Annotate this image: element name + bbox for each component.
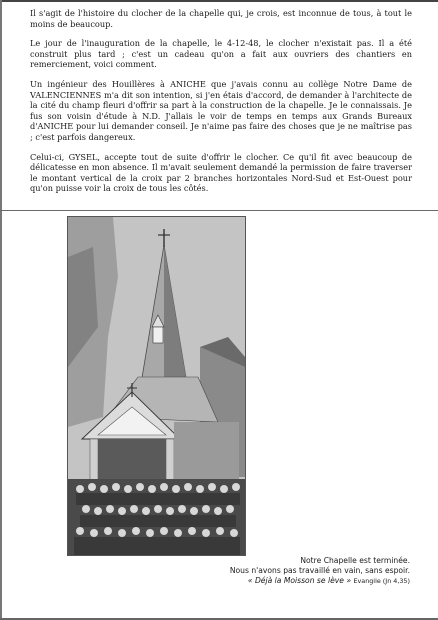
paragraph-2: Le jour de l'inauguration de la chapelle, le 4-12-48, le clocher n'existait pas. Il a été construit plus tard ; c'est un cadeau qu'on a fait aux ouvriers des chantiers en remerciement, voici comment. bbox=[30, 38, 412, 70]
paragraph-1: Il s'agit de l'histoire du clocher de la chapelle qui, je crois, est inconnue de tous, à tout le moins de beaucoup. bbox=[30, 8, 412, 29]
paragraph-4: Celui-ci, GYSEL, accepte tout de suite d'offrir le clocher. Ce qu'il fit avec beaucoup de délicatesse en mon absence. Il m'avait seulement demandé la permission de faire traverser le montant vertical de la croix par 2 branches horizontales Nord-Sud et Est-Ouest pour qu'on puisse voir la croix de tous les côtés. bbox=[30, 151, 412, 194]
page-edge-left bbox=[0, 0, 2, 620]
chapel-photo bbox=[67, 216, 246, 556]
caption-line-3 bbox=[170, 576, 410, 586]
photo-caption bbox=[170, 556, 410, 586]
paragraph-3: Un ingénieur des Houillères à ANICHE que j'avais connu au collège Notre Dame de VALENCIENNES m'a dit son intention, si j'en étais d'accord, de demander à l'architecte de la cité du champ fleuri d'offrir sa part à la construction de la chapelle. Je le connaissais. Je fus son voisin d'étude à N.D. J'allais le voir de temps en temps aux Grands Bureaux d'ANICHE pour lui demander conseil. Je n'aime pas faire des choses que je ne maîtrise pas ; c'est parfois dangereux. bbox=[30, 78, 412, 142]
caption-line-1: Notre Chapelle est terminée. bbox=[300, 556, 410, 565]
section-divider bbox=[0, 210, 438, 211]
page-edge-top bbox=[0, 0, 438, 2]
chapel-illustration bbox=[68, 217, 245, 555]
body-text bbox=[30, 8, 412, 203]
caption-line-2: Nous n'avons pas travaillé en vain, sans espoir. bbox=[229, 566, 410, 575]
caption-quote: « Déjà la Moisson se lève » bbox=[247, 576, 352, 585]
caption-reference: Evangile (Jn 4,35) bbox=[353, 577, 410, 585]
